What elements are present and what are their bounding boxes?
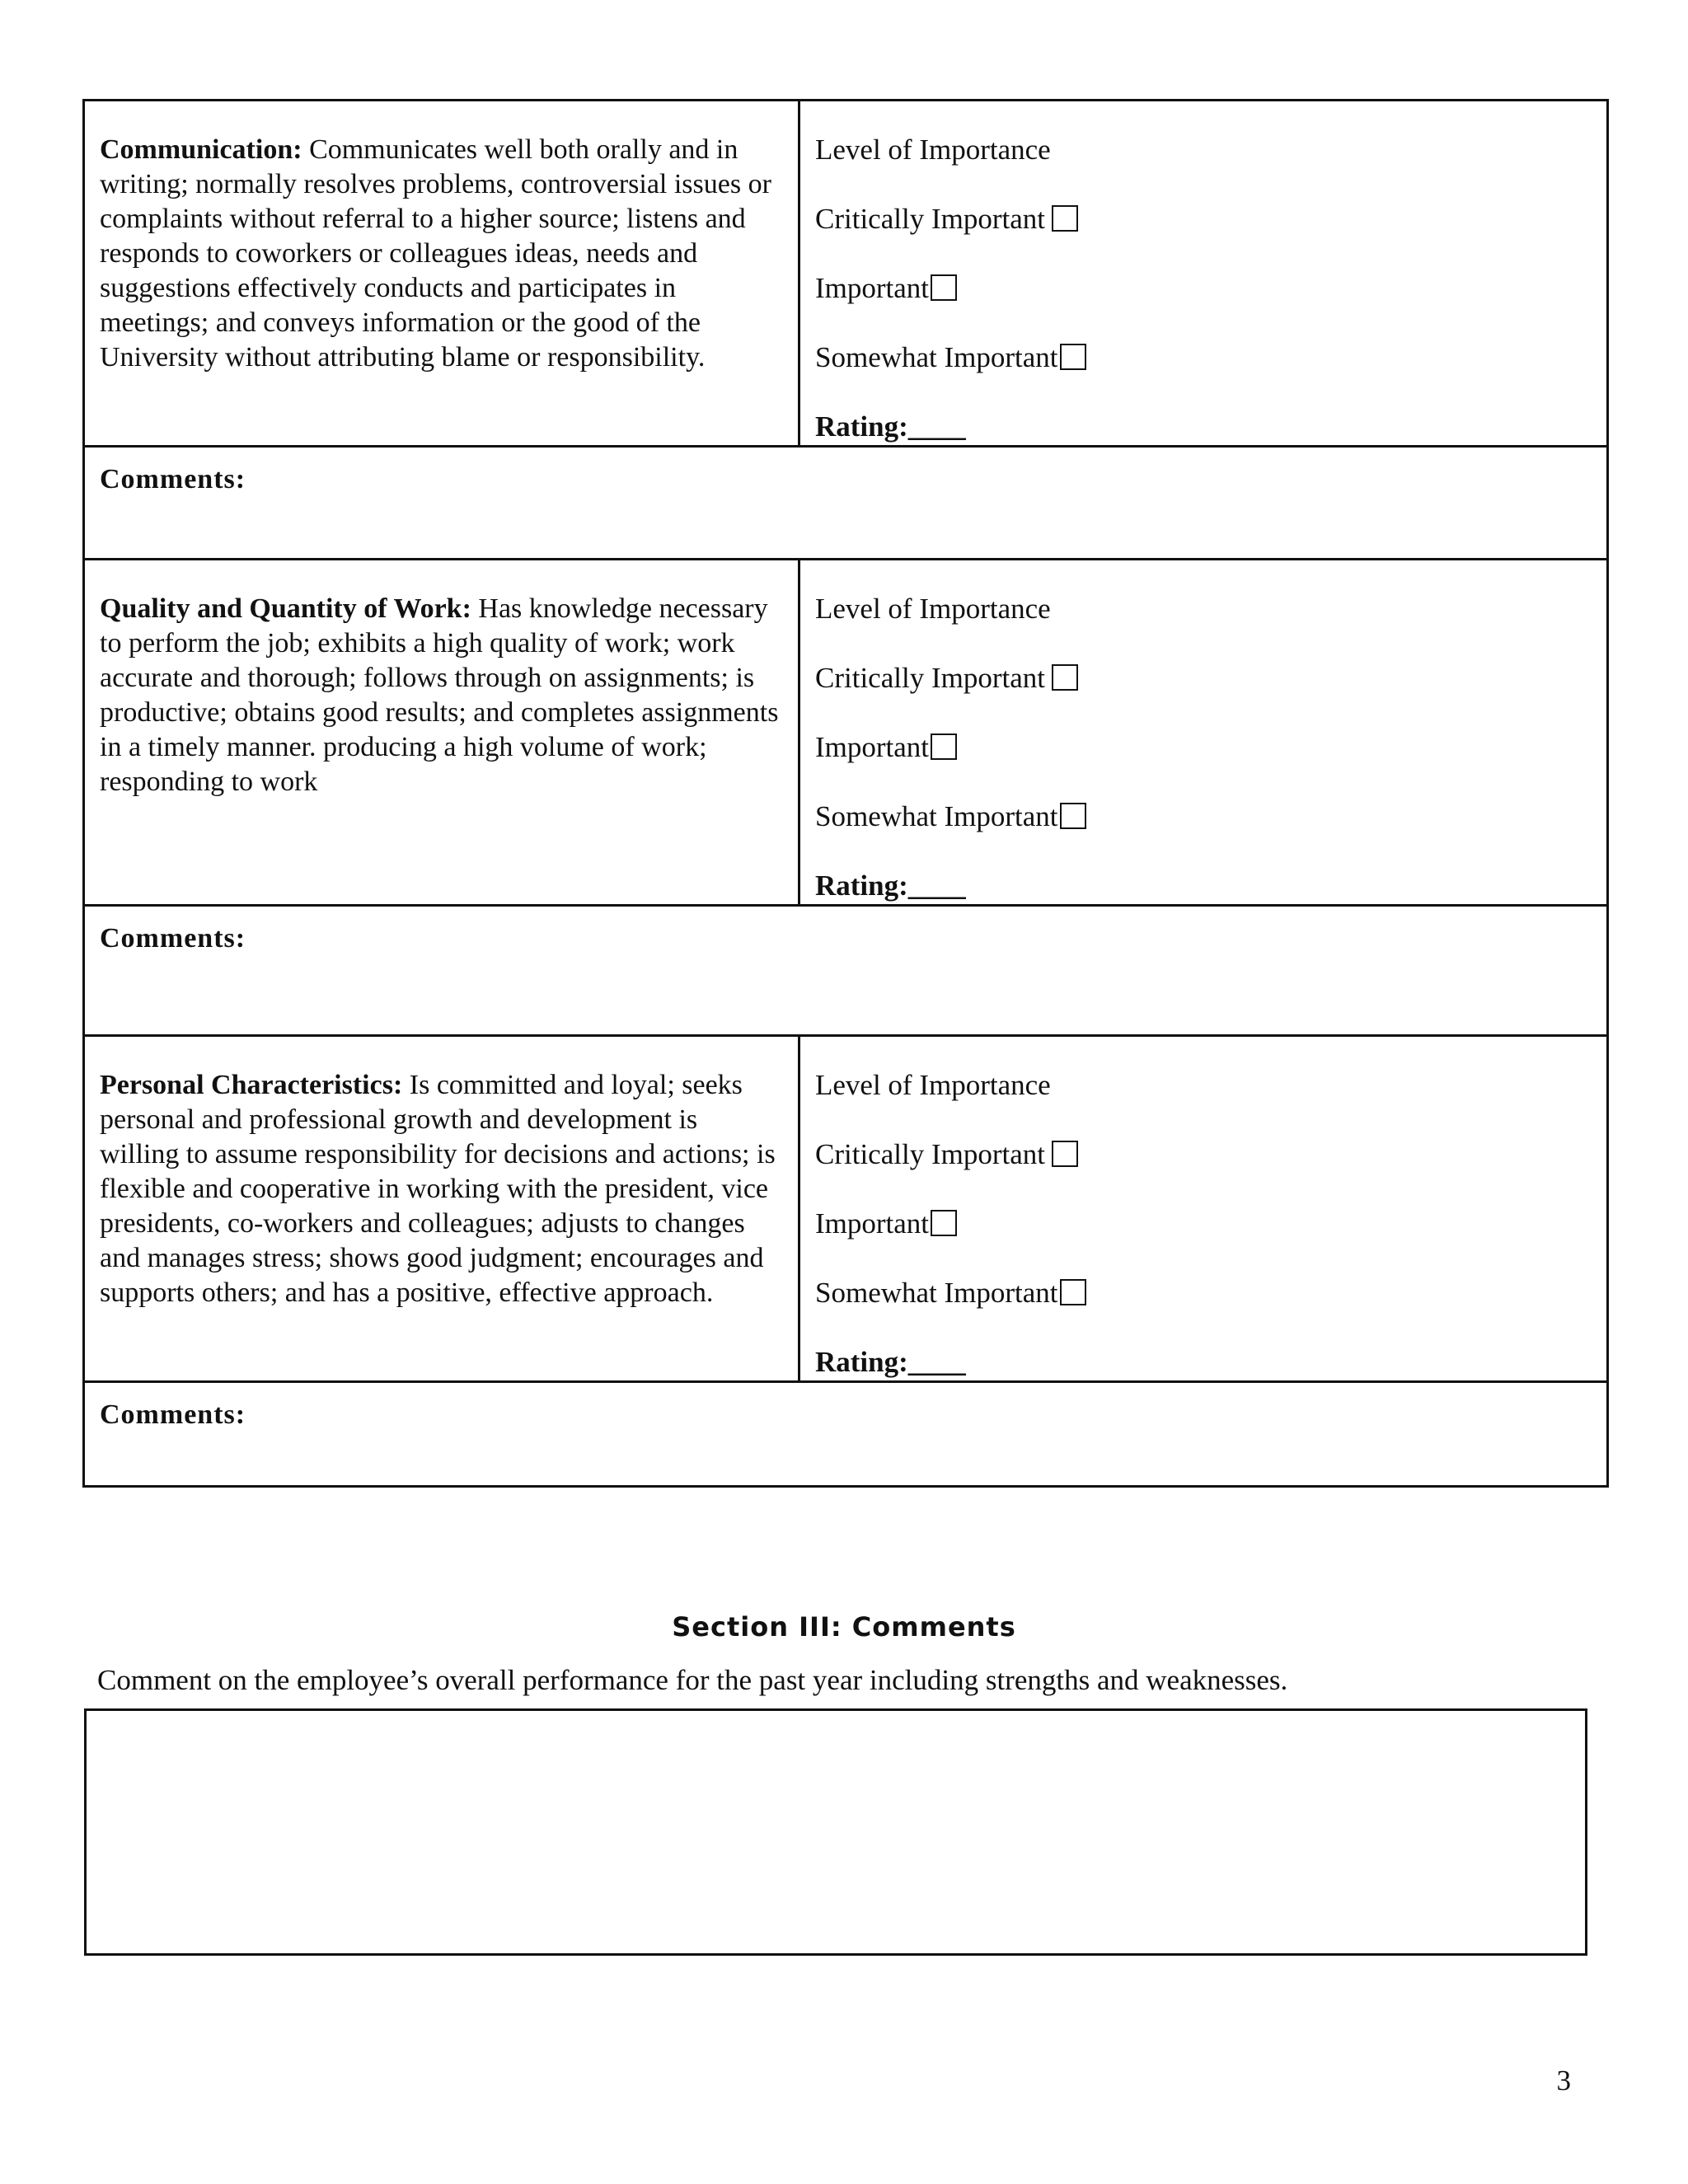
checkbox-critically-important[interactable] [1052, 205, 1078, 232]
option-somewhat-important [815, 340, 1592, 410]
option-critically-important [815, 1137, 1592, 1207]
checkbox-critically-important[interactable] [1052, 664, 1078, 691]
option-label: Critically Important [815, 662, 1045, 694]
comments-label: Comments: [100, 464, 246, 494]
option-important [815, 730, 1592, 799]
option-label: Somewhat Important [815, 341, 1058, 373]
page-number: 3 [1556, 2064, 1571, 2097]
importance-panel [800, 1037, 1606, 1380]
evaluation-table [82, 99, 1609, 1488]
criterion-description [85, 560, 800, 904]
importance-panel [800, 560, 1606, 904]
option-label: Somewhat Important [815, 800, 1058, 832]
option-somewhat-important [815, 1276, 1592, 1345]
checkbox-somewhat-important[interactable] [1060, 1279, 1086, 1305]
option-label: Important [815, 1207, 930, 1240]
option-label: Critically Important [815, 1138, 1045, 1170]
rating-field[interactable]: Rating:____ [815, 1346, 966, 1378]
comments-label: Comments: [100, 923, 246, 954]
comments-field[interactable] [85, 1383, 1606, 1485]
criterion-row-communication [85, 101, 1606, 448]
rating-field[interactable]: Rating:____ [815, 869, 966, 902]
option-critically-important [815, 661, 1592, 730]
criterion-title: Quality and Quantity of Work: [100, 593, 471, 624]
criterion-title: Personal Characteristics: [100, 1070, 403, 1100]
rating-field[interactable]: Rating:____ [815, 410, 966, 443]
section-instruction: Comment on the employee’s overall performance for the past year including strengths and weaknesses. [97, 1664, 1288, 1696]
option-somewhat-important [815, 799, 1592, 869]
comments-label: Comments: [100, 1399, 246, 1430]
importance-heading: Level of Importance [815, 593, 1051, 625]
importance-heading: Level of Importance [815, 134, 1051, 166]
importance-panel [800, 101, 1606, 445]
criterion-text: Is committed and loyal; seeks personal and professional growth and development is willing to assume responsibility for decisions and actions; is flexible and cooperative in working with the president, vice presidents, co-workers and colleagues; adjusts to changes and manages stress; shows good judgment; encourages and supports others; and has a positive, effective approach. [100, 1070, 776, 1308]
option-label: Important [815, 272, 930, 304]
option-important [815, 1207, 1592, 1276]
criterion-text: Communicates well both orally and in writing; normally resolves problems, controversial issues or complaints without referral to a higher source; listens and responds to coworkers or colleagues ideas, needs and suggestions effectively conducts and participates in meetings; and conveys information or the good of the University without attributing blame or responsibility. [100, 134, 771, 373]
criterion-row-personal-characteristics [85, 1037, 1606, 1383]
option-label: Important [815, 731, 930, 763]
criterion-row-quality-quantity [85, 560, 1606, 907]
criterion-text: Has knowledge necessary to perform the job; exhibits a high quality of work; work accurate and thorough; follows through on assignments; is productive; obtains good results; and completes assignments in a timely manner. producing a high volume of work; responding to work [100, 593, 779, 797]
section-heading: Section III: Comments [672, 1611, 1016, 1643]
checkbox-important[interactable] [931, 733, 957, 760]
importance-heading: Level of Importance [815, 1069, 1051, 1101]
checkbox-somewhat-important[interactable] [1060, 803, 1086, 829]
overall-comments-box[interactable] [84, 1708, 1587, 1956]
option-critically-important [815, 202, 1592, 271]
option-label: Somewhat Important [815, 1277, 1058, 1309]
option-important [815, 271, 1592, 340]
checkbox-critically-important[interactable] [1052, 1141, 1078, 1167]
comments-field[interactable] [85, 448, 1606, 560]
criterion-description [85, 1037, 800, 1380]
comments-field[interactable] [85, 907, 1606, 1037]
checkbox-important[interactable] [931, 1210, 957, 1236]
option-label: Critically Important [815, 203, 1045, 235]
checkbox-important[interactable] [931, 274, 957, 301]
checkbox-somewhat-important[interactable] [1060, 344, 1086, 370]
criterion-description [85, 101, 800, 445]
criterion-title: Communication: [100, 134, 302, 165]
